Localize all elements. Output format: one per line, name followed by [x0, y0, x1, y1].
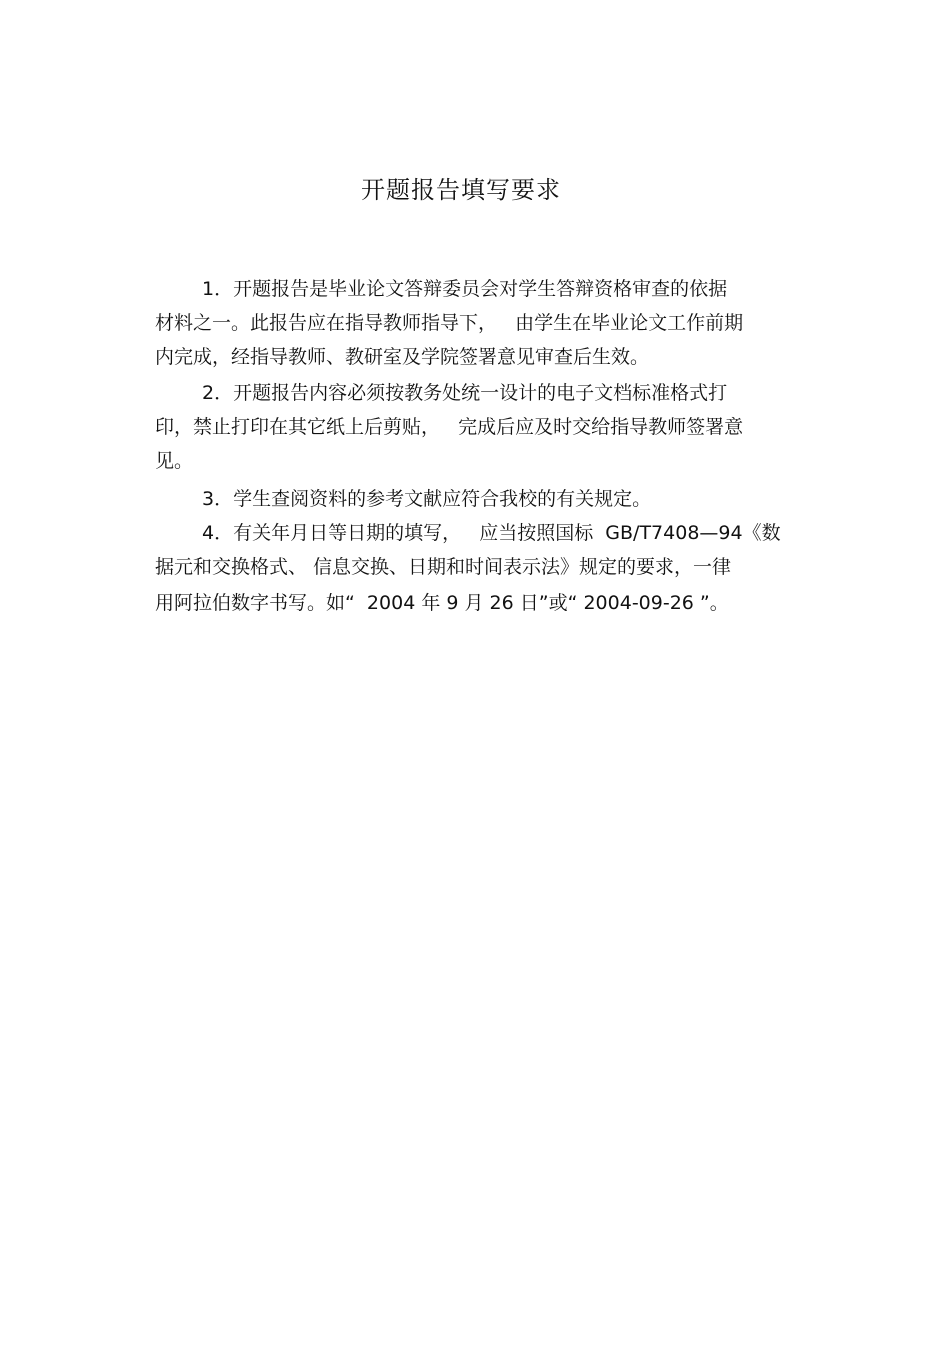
- item-4-line-2: 据元和交换格式、 信息交换、日期和时间表示法》规定的要求，一律: [155, 556, 732, 578]
- item-3-line-1: 3．学生查阅资料的参考文献应符合我校的有关规定。: [202, 488, 652, 510]
- item-4-line-3: 用阿拉伯数字书写。如“ 2004 年 9 月 26 日”或“ 2004-09-26 ”。: [155, 592, 729, 614]
- item-2-line-2: 印，禁止打印在其它纸上后剪贴， 完成后应及时交给指导教师签署意: [155, 416, 744, 438]
- item-4-line-1: 4．有关年月日等日期的填写， 应当按照国标 GB/T7408—94《数: [202, 522, 781, 544]
- item-1-line-2: 材料之一。此报告应在指导教师指导下， 由学生在毕业论文工作前期: [155, 312, 744, 334]
- item-1-line-3: 内完成，经指导教师、教研室及学院签署意见审查后生效。: [155, 346, 650, 368]
- item-1-line-1: 1．开题报告是毕业论文答辩委员会对学生答辩资格审查的依据: [202, 278, 728, 300]
- page-title: 开题报告填写要求: [361, 176, 561, 204]
- item-2-line-1: 2．开题报告内容必须按教务处统一设计的电子文档标准格式打: [202, 382, 728, 404]
- item-2-line-3: 见。: [155, 450, 194, 472]
